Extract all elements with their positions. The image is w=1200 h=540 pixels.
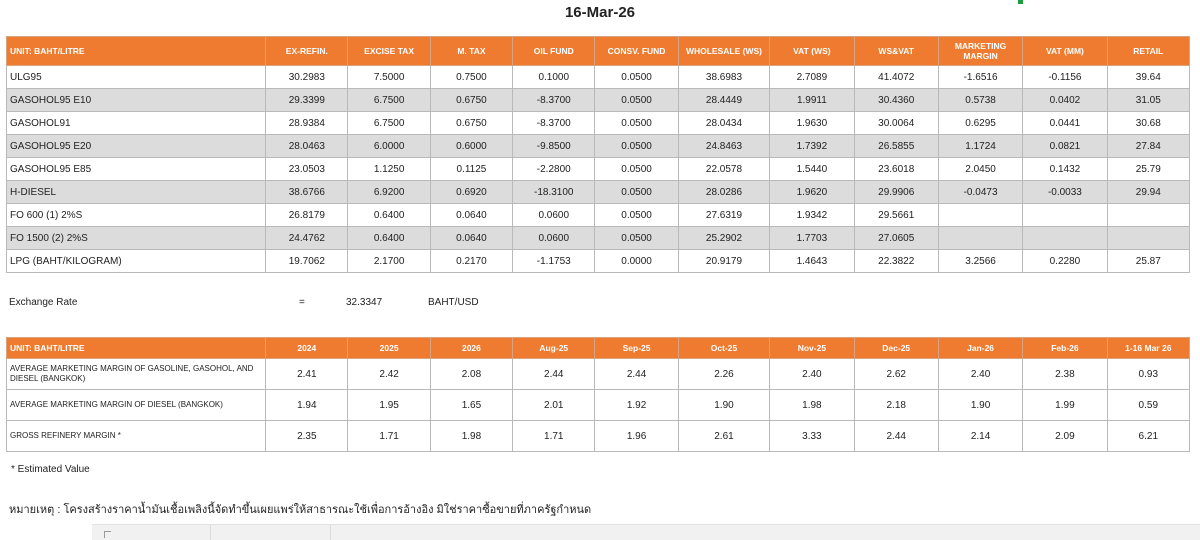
value-cell: 1.90	[938, 390, 1022, 421]
value-cell: 0.6750	[430, 89, 512, 112]
table-row	[7, 66, 1190, 89]
value-cell: 0.93	[1107, 359, 1189, 390]
value-cell: 0.6400	[348, 227, 430, 250]
table-row	[7, 204, 1190, 227]
value-cell: 2.35	[266, 421, 348, 452]
row-label-cell: GASOHOL91	[7, 112, 266, 135]
table-row	[7, 421, 1190, 452]
table-row	[7, 227, 1190, 250]
value-cell: 0.0500	[595, 135, 678, 158]
value-cell: 24.8463	[678, 135, 769, 158]
table-row	[7, 158, 1190, 181]
column-header: OIL FUND	[513, 37, 595, 66]
value-cell: 0.6400	[348, 204, 430, 227]
row-label-cell: H-DIESEL	[7, 181, 266, 204]
value-cell: 38.6766	[266, 181, 348, 204]
value-cell: 2.41	[266, 359, 348, 390]
value-cell: 0.0500	[595, 112, 678, 135]
value-cell: 2.09	[1023, 421, 1107, 452]
column-header: 1-16 Mar 26	[1107, 338, 1189, 359]
value-cell: 0.1432	[1023, 158, 1107, 181]
value-cell: 3.33	[770, 421, 854, 452]
column-header: Oct-25	[678, 338, 769, 359]
value-cell: 6.21	[1107, 421, 1189, 452]
value-cell: 6.7500	[348, 89, 430, 112]
value-cell: 22.0578	[678, 158, 769, 181]
value-cell: -8.3700	[513, 89, 595, 112]
value-cell: 0.0500	[595, 227, 678, 250]
table-row	[7, 181, 1190, 204]
value-cell: 0.2170	[430, 250, 512, 273]
value-cell: 2.40	[938, 359, 1022, 390]
value-cell: 41.4072	[854, 66, 938, 89]
value-cell: 25.2902	[678, 227, 769, 250]
exchange-rate-label: Exchange Rate	[9, 297, 78, 308]
column-header: Aug-25	[513, 338, 595, 359]
value-cell: 1.65	[430, 390, 512, 421]
column-header: RETAIL	[1107, 37, 1189, 66]
value-cell: 2.7089	[770, 66, 854, 89]
value-cell: 1.90	[678, 390, 769, 421]
column-header: 2026	[430, 338, 512, 359]
value-cell: 1.98	[770, 390, 854, 421]
value-cell: 1.9342	[770, 204, 854, 227]
column-header: UNIT: BAHT/LITRE	[7, 37, 266, 66]
value-cell: 30.0064	[854, 112, 938, 135]
column-header: Nov-25	[770, 338, 854, 359]
value-cell: 6.0000	[348, 135, 430, 158]
value-cell: 0.0821	[1023, 135, 1107, 158]
row-label-cell: AVERAGE MARKETING MARGIN OF GASOLINE, GASOHOL, AND DIESEL (BANGKOK)	[7, 359, 266, 390]
value-cell: 2.14	[938, 421, 1022, 452]
value-cell: 2.0450	[938, 158, 1022, 181]
value-cell: 25.79	[1107, 158, 1189, 181]
price-table-header-row	[7, 37, 1190, 66]
value-cell: 27.6319	[678, 204, 769, 227]
value-cell: 23.6018	[854, 158, 938, 181]
column-header: MARKETING MARGIN	[938, 37, 1022, 66]
column-header: 2025	[348, 338, 430, 359]
value-cell: 2.1700	[348, 250, 430, 273]
value-cell: 19.7062	[266, 250, 348, 273]
column-header: VAT (WS)	[770, 37, 854, 66]
value-cell: 0.0441	[1023, 112, 1107, 135]
value-cell: 2.61	[678, 421, 769, 452]
value-cell: 29.3399	[266, 89, 348, 112]
column-header: Feb-26	[1023, 338, 1107, 359]
value-cell: 0.2280	[1023, 250, 1107, 273]
value-cell: 0.0500	[595, 181, 678, 204]
value-cell: 2.44	[513, 359, 595, 390]
value-cell: 0.0600	[513, 204, 595, 227]
value-cell: 0.1000	[513, 66, 595, 89]
value-cell	[1107, 204, 1189, 227]
estimated-value-note: * Estimated Value	[11, 464, 90, 475]
column-header: UNIT: BAHT/LITRE	[7, 338, 266, 359]
value-cell: 0.7500	[430, 66, 512, 89]
value-cell: 0.0640	[430, 227, 512, 250]
value-cell: 2.38	[1023, 359, 1107, 390]
value-cell: 0.5738	[938, 89, 1022, 112]
value-cell: 0.0500	[595, 158, 678, 181]
marketing-margin-table	[6, 337, 1190, 452]
value-cell: 26.8179	[266, 204, 348, 227]
toolbar-divider	[210, 525, 211, 540]
value-cell: 24.4762	[266, 227, 348, 250]
row-label-cell: GROSS REFINERY MARGIN *	[7, 421, 266, 452]
value-cell: 1.98	[430, 421, 512, 452]
value-cell: 2.44	[595, 359, 678, 390]
value-cell: 1.92	[595, 390, 678, 421]
value-cell: 0.6920	[430, 181, 512, 204]
value-cell	[938, 227, 1022, 250]
value-cell: 7.5000	[348, 66, 430, 89]
column-header: Jan-26	[938, 338, 1022, 359]
value-cell	[938, 204, 1022, 227]
value-cell: 28.4449	[678, 89, 769, 112]
value-cell: 0.6000	[430, 135, 512, 158]
value-cell: 1.71	[513, 421, 595, 452]
value-cell: 1.96	[595, 421, 678, 452]
value-cell: 28.0434	[678, 112, 769, 135]
value-cell: 1.95	[348, 390, 430, 421]
value-cell: -9.8500	[513, 135, 595, 158]
column-header: Sep-25	[595, 338, 678, 359]
value-cell: -2.2800	[513, 158, 595, 181]
value-cell: 20.9179	[678, 250, 769, 273]
value-cell: -1.6516	[938, 66, 1022, 89]
value-cell: 2.40	[770, 359, 854, 390]
toolbar-divider	[330, 525, 331, 540]
value-cell: 2.01	[513, 390, 595, 421]
value-cell: 2.08	[430, 359, 512, 390]
value-cell: 28.0463	[266, 135, 348, 158]
column-header: VAT (MM)	[1023, 37, 1107, 66]
value-cell: 6.9200	[348, 181, 430, 204]
value-cell: 22.3822	[854, 250, 938, 273]
value-cell: -0.1156	[1023, 66, 1107, 89]
value-cell: 28.9384	[266, 112, 348, 135]
value-cell: 29.9906	[854, 181, 938, 204]
table-row	[7, 135, 1190, 158]
column-header: EXCISE TAX	[348, 37, 430, 66]
value-cell: -8.3700	[513, 112, 595, 135]
value-cell: 0.59	[1107, 390, 1189, 421]
value-cell: 29.94	[1107, 181, 1189, 204]
value-cell: 1.5440	[770, 158, 854, 181]
row-label-cell: AVERAGE MARKETING MARGIN OF DIESEL (BANGKOK)	[7, 390, 266, 421]
value-cell: 27.84	[1107, 135, 1189, 158]
value-cell: 23.0503	[266, 158, 348, 181]
table-row	[7, 390, 1190, 421]
row-label-cell: GASOHOL95 E10	[7, 89, 266, 112]
value-cell	[1023, 227, 1107, 250]
value-cell: 1.94	[266, 390, 348, 421]
value-cell: 2.26	[678, 359, 769, 390]
value-cell: 0.0000	[595, 250, 678, 273]
value-cell: 31.05	[1107, 89, 1189, 112]
value-cell: 3.2566	[938, 250, 1022, 273]
value-cell: 2.42	[348, 359, 430, 390]
column-header: CONSV. FUND	[595, 37, 678, 66]
value-cell: 0.0640	[430, 204, 512, 227]
bottom-toolbar	[92, 524, 1200, 540]
table-row	[7, 89, 1190, 112]
column-header: WHOLESALE (WS)	[678, 37, 769, 66]
exchange-rate-value: 32.3347	[346, 297, 383, 308]
value-cell: 0.6295	[938, 112, 1022, 135]
value-cell: 0.0402	[1023, 89, 1107, 112]
page-title: 16-Mar-26	[564, 4, 636, 21]
green-accent-mark	[1018, 0, 1023, 4]
value-cell: 28.0286	[678, 181, 769, 204]
exchange-rate-equals: =	[299, 297, 305, 308]
value-cell: 0.0500	[595, 66, 678, 89]
value-cell: 26.5855	[854, 135, 938, 158]
value-cell: 30.4360	[854, 89, 938, 112]
value-cell: 29.5661	[854, 204, 938, 227]
value-cell	[1023, 204, 1107, 227]
table-row	[7, 112, 1190, 135]
row-label-cell: LPG (BAHT/KILOGRAM)	[7, 250, 266, 273]
value-cell: 30.68	[1107, 112, 1189, 135]
column-header: WS&VAT	[854, 37, 938, 66]
value-cell: 0.6750	[430, 112, 512, 135]
value-cell: 1.99	[1023, 390, 1107, 421]
value-cell: 0.0600	[513, 227, 595, 250]
column-header: EX-REFIN.	[266, 37, 348, 66]
value-cell: 38.6983	[678, 66, 769, 89]
value-cell: 1.1724	[938, 135, 1022, 158]
value-cell: -0.0473	[938, 181, 1022, 204]
column-header: M. TAX	[430, 37, 512, 66]
value-cell: 0.1125	[430, 158, 512, 181]
exchange-rate-unit: BAHT/USD	[428, 297, 479, 308]
value-cell: 1.4643	[770, 250, 854, 273]
value-cell: -0.0033	[1023, 181, 1107, 204]
value-cell: -1.1753	[513, 250, 595, 273]
row-label-cell: FO 600 (1) 2%S	[7, 204, 266, 227]
value-cell: 0.0500	[595, 89, 678, 112]
value-cell: 2.62	[854, 359, 938, 390]
value-cell: 30.2983	[266, 66, 348, 89]
value-cell: 0.0500	[595, 204, 678, 227]
value-cell: 1.7392	[770, 135, 854, 158]
row-label-cell: ULG95	[7, 66, 266, 89]
value-cell: 1.9911	[770, 89, 854, 112]
margin-table-header-row	[7, 338, 1190, 359]
value-cell	[1107, 227, 1189, 250]
row-label-cell: GASOHOL95 E20	[7, 135, 266, 158]
toolbar-corner-icon	[104, 531, 111, 538]
value-cell: 1.1250	[348, 158, 430, 181]
table-row	[7, 359, 1190, 390]
value-cell: -18.3100	[513, 181, 595, 204]
column-header: 2024	[266, 338, 348, 359]
value-cell: 1.71	[348, 421, 430, 452]
value-cell: 1.9630	[770, 112, 854, 135]
value-cell: 6.7500	[348, 112, 430, 135]
column-header: Dec-25	[854, 338, 938, 359]
row-label-cell: GASOHOL95 E85	[7, 158, 266, 181]
thai-disclaimer-note: หมายเหตุ : โครงสร้างราคาน้ำมันเชื้อเพลิงนี้จัดทำขึ้นเผยแพร่ให้สาธารณะใช้เพื่อการอ้างอิง มิใช่ราคาซื้อขายที่ภาครัฐกำหนด	[9, 504, 592, 516]
value-cell: 39.64	[1107, 66, 1189, 89]
row-label-cell: FO 1500 (2) 2%S	[7, 227, 266, 250]
value-cell: 25.87	[1107, 250, 1189, 273]
table-row	[7, 250, 1190, 273]
value-cell: 27.0605	[854, 227, 938, 250]
value-cell: 1.9620	[770, 181, 854, 204]
value-cell: 2.44	[854, 421, 938, 452]
value-cell: 1.7703	[770, 227, 854, 250]
price-structure-table	[6, 36, 1190, 273]
value-cell: 2.18	[854, 390, 938, 421]
